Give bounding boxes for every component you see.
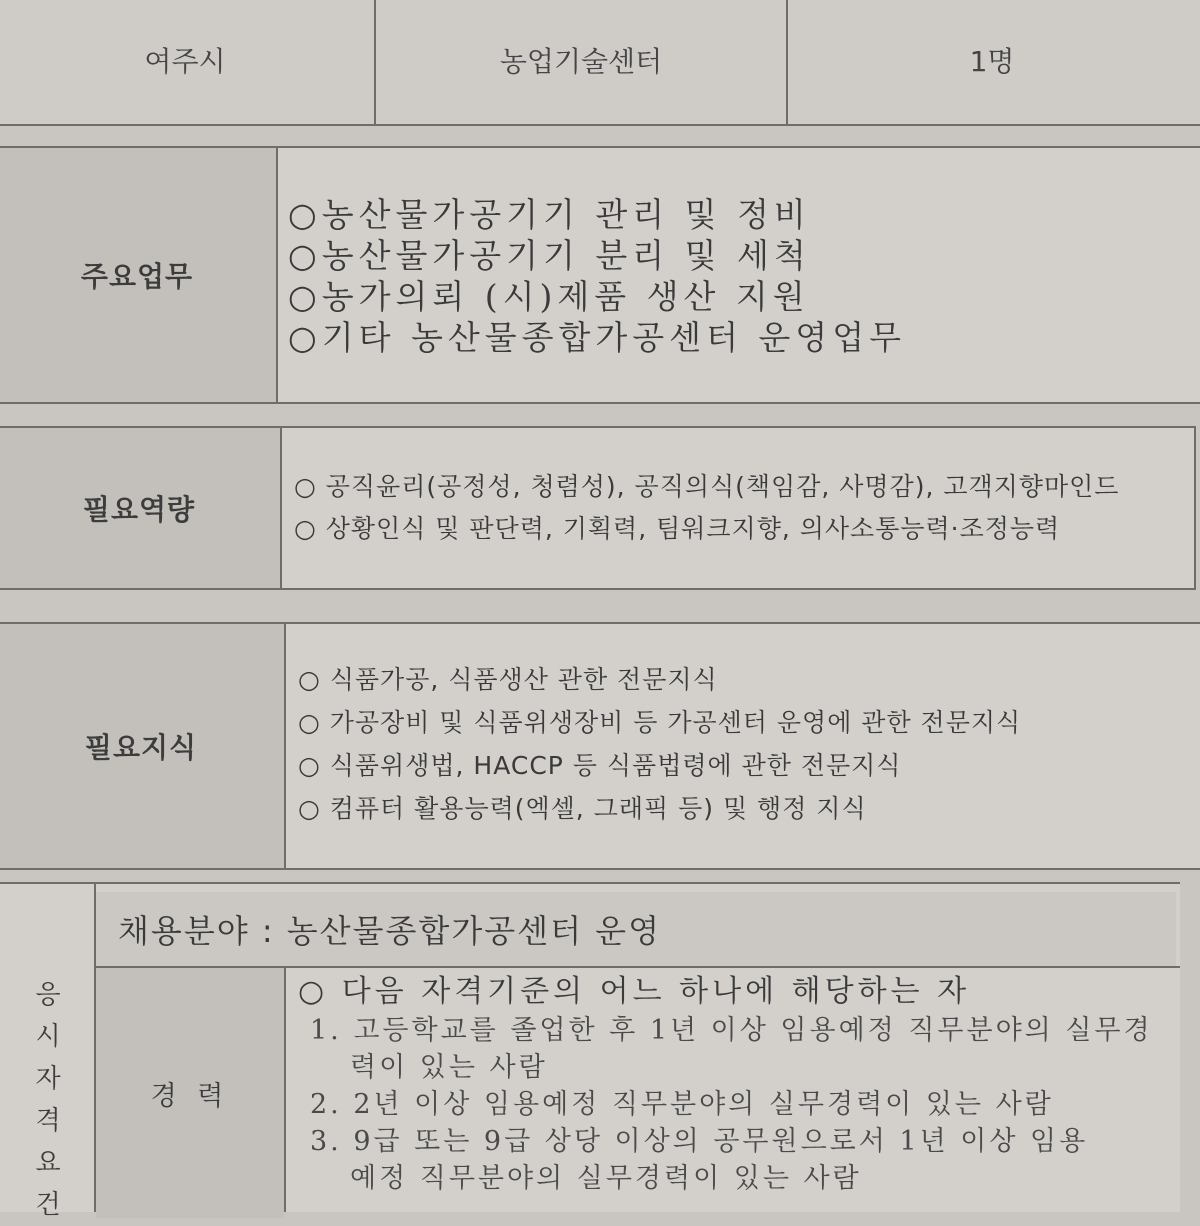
knowledge-label-cell — [0, 624, 284, 868]
field-title: 채용분야 : 농산물종합가공센터 운영 — [118, 912, 661, 950]
qualification-list — [298, 972, 1153, 1197]
competencies-section — [0, 426, 1196, 590]
list-item: ○농산물가공기기 분리 및 세척 — [288, 236, 811, 275]
list-item: 1. 고등학교를 졸업한 후 1년 이상 임용예정 직무분야의 실무경 — [310, 1015, 1153, 1046]
list-item: ○ 가공장비 및 식품위생장비 등 가공센터 운영에 관한 전문지식 — [298, 708, 1022, 737]
headcount-cell: 1명 — [969, 45, 1015, 78]
city-cell: 여주시 — [144, 45, 226, 78]
list-item: ○ 공직윤리(공정성, 청렴성), 공직의식(책임감, 사명감), 고객지향마인드 — [294, 472, 1120, 501]
knowledge-list — [298, 658, 1021, 830]
side-label-char: 응 — [35, 980, 61, 1010]
main-duties-label-cell — [0, 148, 276, 402]
main-duties-list — [288, 194, 906, 358]
knowledge-section — [0, 622, 1200, 870]
list-item: 3. 9급 또는 9급 상당 이상의 공무원으로서 1년 이상 임용 — [310, 1126, 1089, 1157]
qualification-lead: ○ 다음 자격기준의 어느 하나에 해당하는 자 — [298, 974, 971, 1009]
list-item: ○ 상황인식 및 판단력, 기획력, 팀워크지향, 의사소통능력·조정능력 — [294, 514, 1061, 543]
list-item: ○ 식품위생법, HACCP 등 식품법령에 관한 전문지식 — [298, 751, 902, 780]
department-cell: 농업기술센터 — [499, 45, 663, 78]
side-label-char: 건 — [35, 1190, 61, 1220]
side-label-char: 격 — [35, 1106, 61, 1136]
experience-label: 경 력 — [150, 1080, 230, 1112]
list-item: ○ 식품가공, 식품생산 관한 전문지식 — [298, 665, 718, 694]
main-duties-label: 주요업무 — [80, 260, 194, 293]
experience-label-cell — [96, 968, 284, 1218]
side-label-char: 자 — [35, 1064, 61, 1094]
competencies-label: 필요역량 — [82, 493, 196, 526]
list-item: 2. 2년 이상 임용예정 직무분야의 실무경력이 있는 사람 — [310, 1089, 1054, 1120]
qualification-section — [0, 882, 1180, 1220]
list-item: ○농가의뢰 (시)제품 생산 지원 — [288, 277, 810, 316]
side-label-char: 시 — [35, 1022, 61, 1052]
side-label-char: 요 — [35, 1148, 61, 1178]
field-title-row — [96, 892, 1176, 966]
list-item: ○농산물가공기기 관리 및 정비 — [288, 195, 811, 234]
list-item: ○ 컴퓨터 활용능력(엑셀, 그래픽 등) 및 행정 지식 — [298, 794, 867, 823]
top-info-row — [0, 0, 1200, 126]
knowledge-label: 필요지식 — [84, 731, 198, 764]
qualification-side-label — [28, 974, 68, 1226]
main-duties-section — [0, 146, 1200, 404]
list-item: 예정 직무분야의 실무경력이 있는 사람 — [350, 1163, 862, 1194]
competencies-label-cell — [0, 428, 280, 588]
competencies-list — [294, 466, 1119, 550]
list-item: 력이 있는 사람 — [350, 1052, 548, 1083]
list-item: ○기타 농산물종합가공센터 운영업무 — [288, 318, 906, 357]
